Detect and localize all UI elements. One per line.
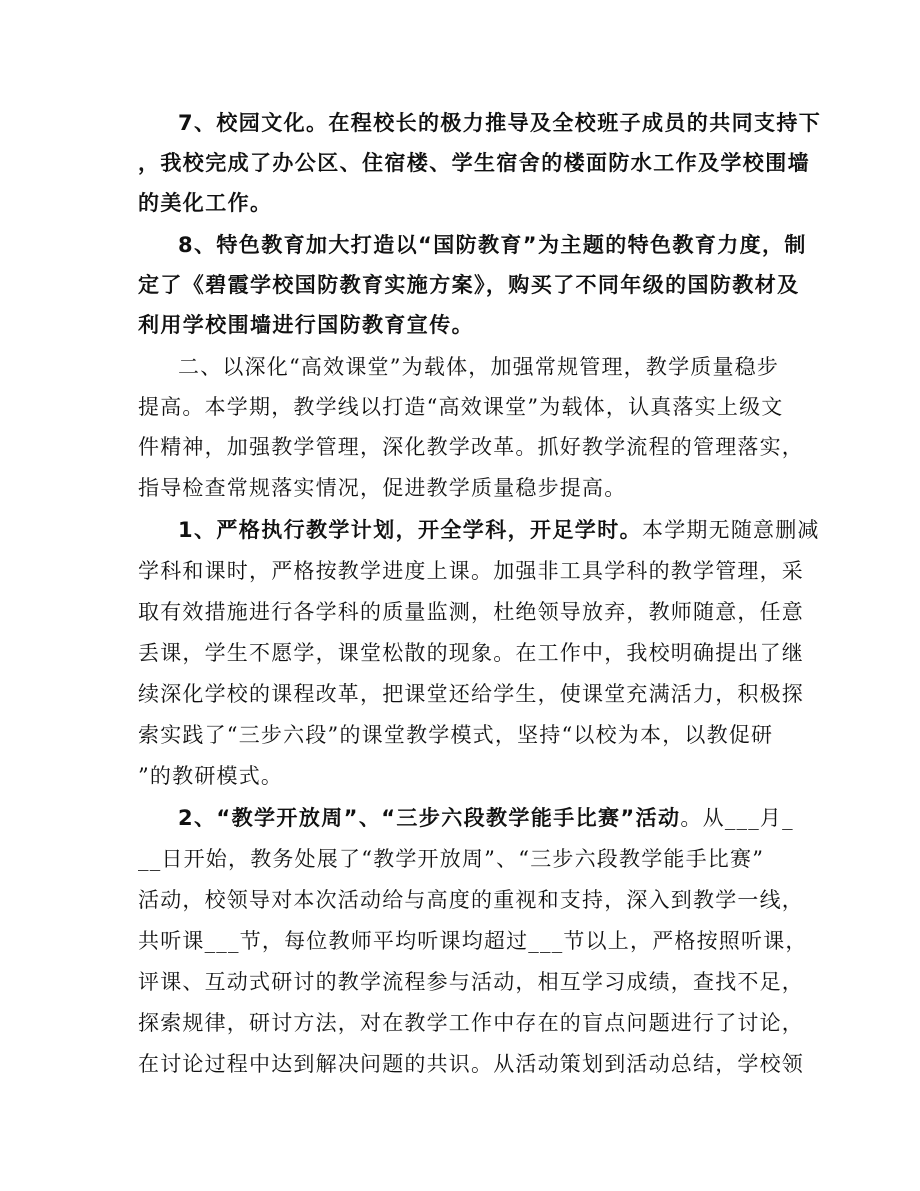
text-segment: __日开始，教务处展了“教学开放周”、“三步六段教学能手比赛” (138, 847, 765, 871)
text-line (138, 188, 272, 218)
text-segment: 评课、互动式研讨的教学流程参与活动，相互学习成绩，查找不足， (138, 970, 804, 994)
text-line (138, 597, 804, 627)
text-segment: 续深化学校的课程改革，把课堂还给学生，使课堂充满活力，积极探 (138, 682, 804, 706)
text-segment: 提高。本学期，教学线以打造“高效课堂”为载体，认真落实上级文 (138, 395, 784, 419)
text-segment: 活动，校领导对本次活动给与高度的重视和支持，深入到教学一线， (138, 888, 804, 912)
text-segment: 二、以深化“高效课堂”为载体，加强常规管理，教学质量稳步 (178, 355, 780, 379)
text-segment: 8、特色教育加大打造以“国防教育”为主题的特色教育力度，制 (178, 233, 807, 257)
text-line (178, 352, 779, 382)
text-line (138, 148, 810, 178)
text-line (178, 230, 807, 260)
text-line (138, 885, 804, 915)
text-line (138, 310, 474, 340)
text-segment: 1、严格执行教学计划，开全学科，开足学时。 (178, 518, 643, 542)
text-segment: 利用学校围墙进行国防教育宣传。 (138, 313, 474, 337)
text-segment: 取有效措施进行各学科的质量监测，杜绝领导放弃，教师随意，任意 (138, 600, 804, 624)
text-segment: 。从___月_ (680, 806, 794, 830)
text-segment: 丢课，学生不愿学，课堂松散的现象。在工作中，我校明确提出了继 (138, 641, 804, 665)
text-line (178, 515, 820, 545)
text-line (138, 761, 283, 791)
text-line (138, 1008, 804, 1038)
text-line (138, 679, 804, 709)
text-segment: 在讨论过程中达到解决问题的共识。从活动策划到活动总结，学校领 (138, 1052, 804, 1076)
text-segment: 的美化工作。 (138, 191, 273, 215)
text-segment: 2、“教学开放周”、“三步六段教学能手比赛”活动 (178, 806, 681, 830)
text-line (138, 720, 773, 750)
text-segment: 共听课___节，每位教师平均听课均超过___节以上，严格按照听课， (138, 929, 808, 953)
text-line (178, 803, 794, 833)
text-line (138, 270, 800, 300)
text-segment: ，我校完成了办公区、住宿楼、学生宿舍的楼面防水工作及学校围墙 (138, 151, 810, 175)
text-line (138, 967, 804, 997)
text-segment: 件精神，加强教学管理，深化教学改革。抓好教学流程的管理落实， (138, 435, 804, 459)
text-line (178, 108, 821, 138)
text-segment: 索实践了“三步六段”的课堂教学模式，坚持“以校为本，以教促研 (138, 723, 774, 747)
text-line (138, 556, 804, 586)
text-segment: 学科和课时，严格按教学进度上课。加强非工具学科的教学管理，采 (138, 559, 804, 583)
text-segment: 探索规律，研讨方法，对在教学工作中存在的盲点问题进行了讨论， (138, 1011, 804, 1035)
text-segment: 指导检查常规落实情况，促进教学质量稳步提高。 (138, 476, 627, 500)
text-line (138, 844, 764, 874)
text-line (138, 1049, 804, 1079)
text-line (138, 926, 808, 956)
text-segment: 定了《碧霞学校国防教育实施方案》，购买了不同年级的国防教材及 (138, 273, 800, 297)
text-line (138, 432, 804, 462)
text-segment: 7、校园文化。在程校长的极力推导及全校班子成员的共同支持下 (178, 111, 822, 135)
text-line (138, 392, 783, 422)
text-segment: 本学期无随意删减 (642, 518, 820, 542)
text-line (138, 638, 804, 668)
text-segment: ”的教研模式。 (138, 764, 284, 788)
text-line (138, 473, 626, 503)
